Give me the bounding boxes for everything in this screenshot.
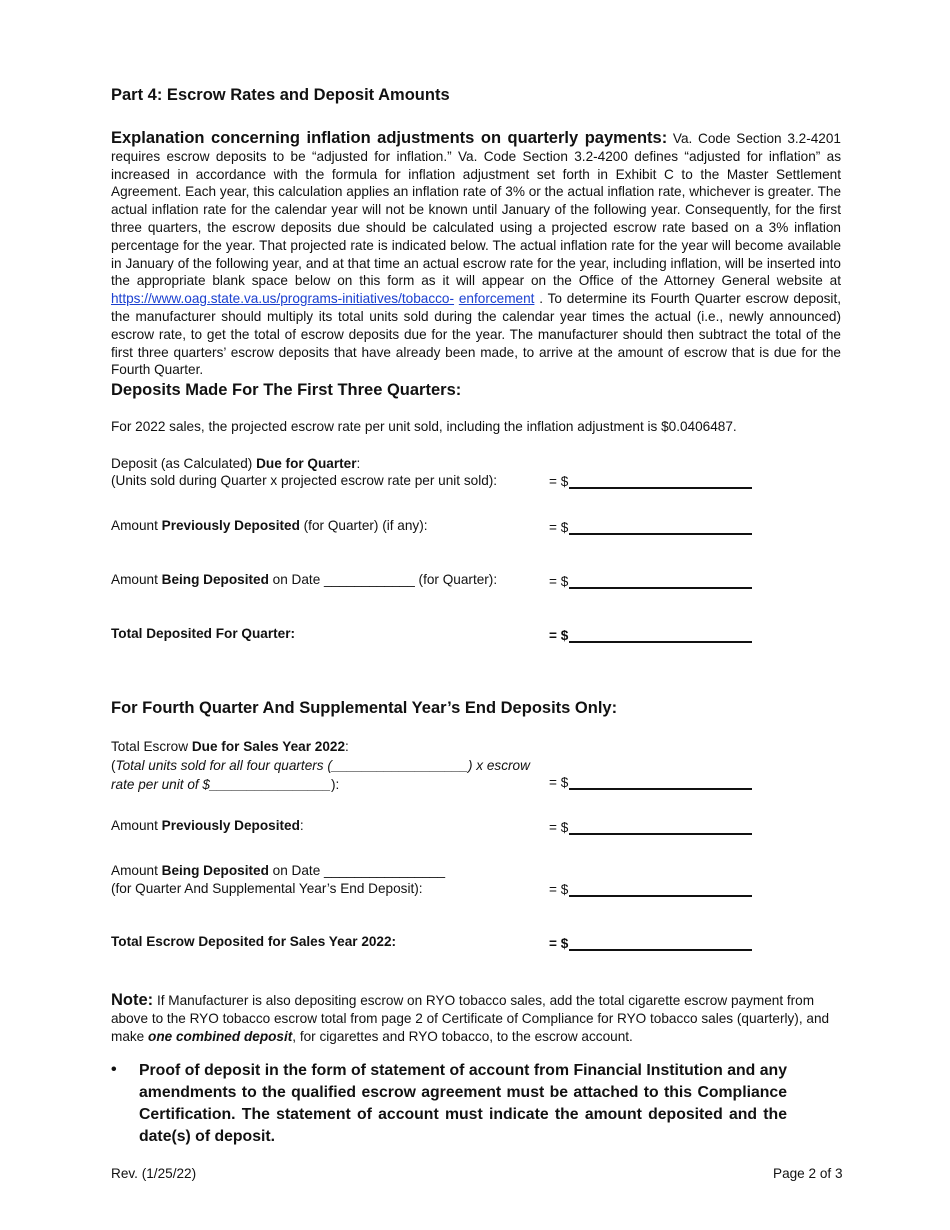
dollar-sign: $ <box>560 820 569 835</box>
oag-website-link-part2[interactable]: enforcement <box>458 291 535 307</box>
equals-dollar: = $ <box>549 775 569 790</box>
total-escrow-due-field[interactable] <box>569 773 752 790</box>
being-label-b: Being Deposited <box>161 572 269 587</box>
explanation-text-2: . To determine its Fourth Quarter escrow deposit, the manufacturer should multiply its total units sold during the calendar year times the actual (i.e., newly announced) escrow rate, to get the total of escrow deposits due for the year. The manufacturer should then subtract the total of the first three quarters’ escrow deposits that have already been made, to arrive at the amount of escrow that is due for the Fourth Quarter. <box>111 291 841 378</box>
equals-sign: = <box>549 628 561 643</box>
explanation-lead: Explanation concerning inflation adjustments on quarterly payments: <box>111 129 668 147</box>
total-escrow-year-label: Total Escrow Deposited for Sales Year 2022: <box>111 934 397 949</box>
deposit-date-blank[interactable]: ____________ <box>324 572 415 587</box>
dollar-sign: $ <box>560 882 569 897</box>
part-heading: Part 4: Escrow Rates and Deposit Amounts <box>111 86 450 104</box>
due-label-b: Due for Quarter <box>256 456 357 471</box>
previously-deposited-label <box>111 518 428 533</box>
s2-previously-deposited-field[interactable] <box>569 818 752 835</box>
s2-prev-b: Previously Deposited <box>161 818 300 833</box>
s2-being-deposited-amount <box>549 880 752 897</box>
total-deposited-quarter-amount <box>549 626 752 643</box>
prev-label-a: Amount <box>111 518 162 533</box>
rate-per-unit-blank[interactable]: ________________ <box>210 777 331 792</box>
due-for-quarter-label <box>111 455 497 489</box>
footer-page-number: Page 2 of 3 <box>773 1166 843 1181</box>
equals-sign: = <box>549 936 561 951</box>
equals-sign: = <box>549 574 561 589</box>
total-deposited-quarter-label: Total Deposited For Quarter: <box>111 626 296 641</box>
total-escrow-due-amount <box>549 773 752 790</box>
note-paragraph <box>111 991 836 1046</box>
due-label-a: Deposit (as Calculated) <box>111 456 257 471</box>
total-due-c: : <box>345 739 349 754</box>
dollar-sign: $ <box>560 574 569 589</box>
total-units-blank[interactable]: __________________ <box>331 758 468 773</box>
note-text-1: If Manufacturer is also depositing escrow on RYO tobacco sales, add the total cigarette escrow payment from above to the RYO tobacco escrow total from page 2 of Certificate of Compliance for RYO tobacco sales (quarterly), and make <box>111 993 830 1044</box>
section-first-three-quarters-heading: Deposits Made For The First Three Quarters: <box>111 381 462 399</box>
dollar-sign: $ <box>560 936 569 951</box>
being-label-d: (for Quarter): <box>414 572 498 587</box>
total-due-sub1-b: Total units sold for all four quarters ( <box>115 758 332 773</box>
s2-previously-deposited-label <box>111 818 304 833</box>
total-due-sub2-b: ): <box>330 777 340 792</box>
s2-being-b: Being Deposited <box>161 863 269 878</box>
total-due-sub2-a: rate per unit of $ <box>111 777 210 792</box>
prev-label-b: Previously Deposited <box>161 518 300 533</box>
explanation-text-1: Va. Code Section 3.2-4201 requires escrow deposits to be “adjusted for inflation.” Va. Code Section 3.2-4200 defines “adjusted for inflation” as increased in accordance with the formula for inflation adjustment set forth in Exhibit C to the Master Settlement Agreement. Each year, this calculation applies an inflation rate of 3% or the actual inflation rate, whichever is greater. The actual inflation rate for the calendar year will not be known until January of the following year. Consequently, for the first three quarters, the escrow deposits due should be calculated using a projected escrow rate based on a 3% inflation percentage for the year. That projected rate is indicated below. The actual inflation rate for the year will become available in January of the following year, and at that time an actual escrow rate for the year, including inflation, will be inserted into the appropriate blank space below on this form as it will appear on the Office of the Attorney General website at <box>111 131 841 289</box>
dollar-sign: $ <box>560 520 569 535</box>
note-emphasis: one combined deposit <box>148 1029 293 1044</box>
s2-being-a: Amount <box>111 863 162 878</box>
total-escrow-due-label <box>111 737 530 794</box>
s2-deposit-date-blank[interactable]: ________________ <box>324 863 446 878</box>
total-due-sub1-a: ( <box>111 758 116 773</box>
total-due-sub1-c: ) x escrow <box>467 758 530 773</box>
total-escrow-year-amount <box>549 934 752 951</box>
s2-being-c: on Date <box>268 863 325 878</box>
s2-prev-c: : <box>299 818 304 833</box>
equals-sign: = <box>549 820 561 835</box>
total-due-b: Due for Sales Year 2022 <box>191 739 345 754</box>
explanation-paragraph <box>111 130 841 379</box>
previously-deposited-field[interactable] <box>569 518 752 535</box>
prev-label-c: (for Quarter) (if any): <box>299 518 428 533</box>
being-label-a: Amount <box>111 572 162 587</box>
s2-being-sub: (for Quarter And Supplemental Year’s End Deposit): <box>111 881 423 896</box>
being-deposited-label <box>111 572 497 587</box>
oag-website-link-part1[interactable]: https://www.oag.state.va.us/programs-initiatives/tobacco- <box>111 291 455 307</box>
s2-being-deposited-label <box>111 862 445 898</box>
projected-rate-text: For 2022 sales, the projected escrow rate per unit sold, including the inflation adjustment is $0.0406487. <box>111 419 737 434</box>
being-label-c: on Date <box>268 572 325 587</box>
bullet-symbol: • <box>111 1061 117 1078</box>
equals-sign: = <box>549 882 561 897</box>
previously-deposited-amount <box>549 518 752 535</box>
due-for-quarter-amount <box>549 472 752 489</box>
s2-previously-deposited-amount <box>549 818 752 835</box>
proof-of-deposit-text: Proof of deposit in the form of statement of account from Financial Institution and any amendments to the qualified escrow agreement must be attached to this Compliance Certification. The statement of account must indicate the amount deposited and the date(s) of deposit. <box>139 1062 787 1145</box>
s2-being-deposited-field[interactable] <box>569 880 752 897</box>
dollar-sign: $ <box>560 628 569 643</box>
dollar-sign: $ <box>560 474 569 489</box>
note-lead: Note: <box>111 991 154 1009</box>
total-escrow-year-field[interactable] <box>569 934 752 951</box>
s2-prev-a: Amount <box>111 818 162 833</box>
note-text-2: , for cigarettes and RYO tobacco, to the escrow account. <box>292 1029 633 1044</box>
due-label-sub: (Units sold during Quarter x projected escrow rate per unit sold): <box>111 473 498 488</box>
due-for-quarter-field[interactable] <box>569 472 752 489</box>
total-due-a: Total Escrow <box>111 739 192 754</box>
equals-sign: = <box>549 520 561 535</box>
footer-revision: Rev. (1/25/22) <box>111 1166 197 1181</box>
total-deposited-quarter-field[interactable] <box>569 626 752 643</box>
due-label-c: : <box>356 456 361 471</box>
being-deposited-field[interactable] <box>569 572 752 589</box>
equals-sign: = <box>549 474 561 489</box>
section-fourth-quarter-heading: For Fourth Quarter And Supplemental Year’s End Deposits Only: <box>111 699 618 717</box>
being-deposited-amount <box>549 572 752 589</box>
